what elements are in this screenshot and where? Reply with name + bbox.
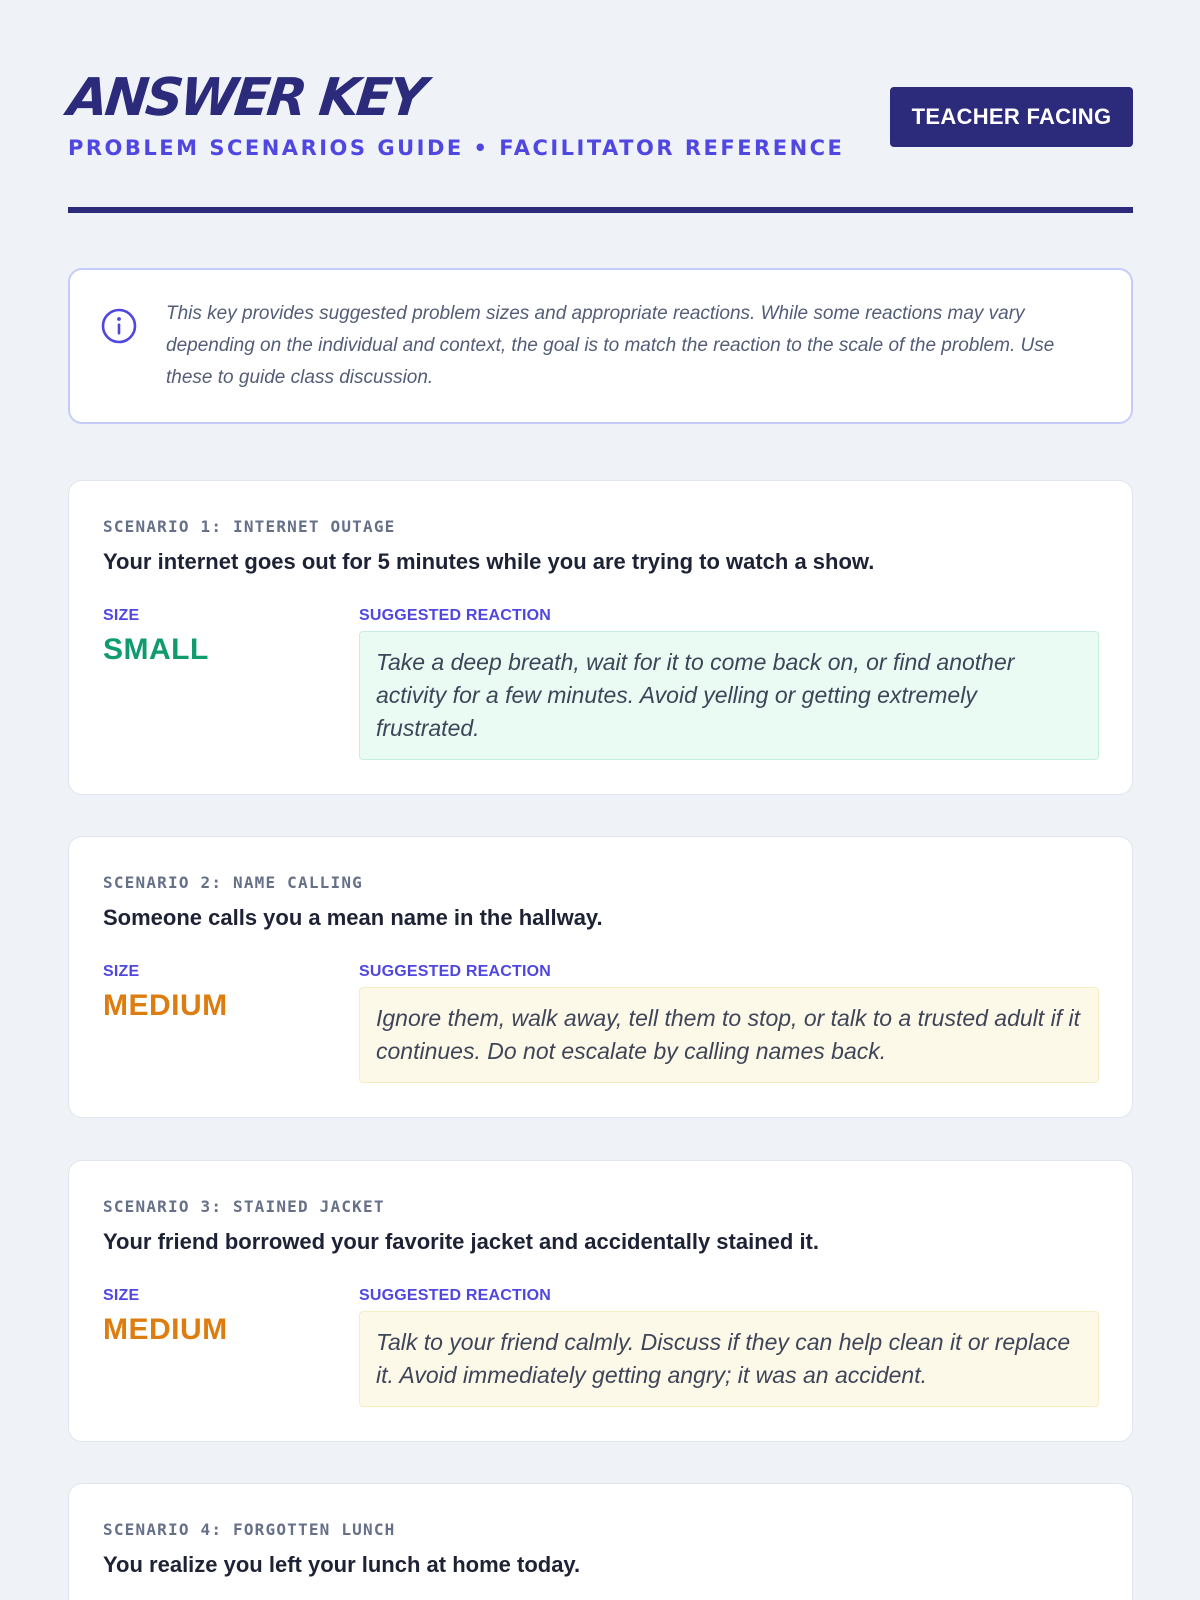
suggested-reaction: Ignore them, walk away, tell them to stop, or talk to a trusted adult if it continues. Do not escalate by calling names back. [359,987,1099,1083]
scenario-prompt: Someone calls you a mean name in the hallway. [103,905,603,930]
size-value: MEDIUM [103,1313,228,1346]
info-callout [68,268,1133,424]
scenario-card [68,1483,1133,1600]
size-label: SIZE [103,607,140,624]
scenario-label: SCENARIO 2: NAME CALLING [103,873,363,892]
size-value: SMALL [103,633,209,666]
teacher-facing-badge[interactable]: TEACHER FACING [890,87,1133,147]
scenario-label: SCENARIO 4: FORGOTTEN LUNCH [103,1520,396,1539]
scenario-prompt: Your friend borrowed your favorite jacket and accidentally stained it. [103,1229,819,1254]
page-title: ANSWER KEY [64,68,427,128]
header [64,0,1133,214]
suggested-reaction: Talk to your friend calmly. Discuss if they can help clean it or replace it. Avoid immediately getting angry; it was an accident. [359,1311,1099,1407]
scenario-label: SCENARIO 3: STAINED JACKET [103,1197,385,1216]
scenario-label: SCENARIO 1: INTERNET OUTAGE [103,517,396,536]
size-label: SIZE [103,963,140,980]
size-label: SIZE [103,1287,140,1304]
reaction-label: SUGGESTED REACTION [359,1287,552,1304]
reaction-label: SUGGESTED REACTION [359,607,552,624]
scenario-card [68,1160,1133,1442]
info-text: This key provides suggested problem sizes and appropriate reactions. While some reactions may vary depending on the individual and context, the goal is to match the reaction to the scale of the problem. Use these to guide class discussion. [166,303,1055,388]
header-divider [68,207,1133,213]
suggested-reaction: Take a deep breath, wait for it to come back on, or find another activity for a few minutes. Avoid yelling or getting extremely frustrated. [359,631,1099,760]
size-value: MEDIUM [103,989,228,1022]
reaction-label: SUGGESTED REACTION [359,963,552,980]
page-subtitle: PROBLEM SCENARIOS GUIDE • FACILITATOR REFERENCE [68,136,845,160]
scenario-prompt: Your internet goes out for 5 minutes while you are trying to watch a show. [103,549,875,574]
info-circle-icon [100,307,138,345]
scenario-card [68,480,1133,795]
answer-key-page [64,0,1133,1577]
scenario-card [68,836,1133,1118]
scenario-prompt: You realize you left your lunch at home today. [103,1552,581,1577]
